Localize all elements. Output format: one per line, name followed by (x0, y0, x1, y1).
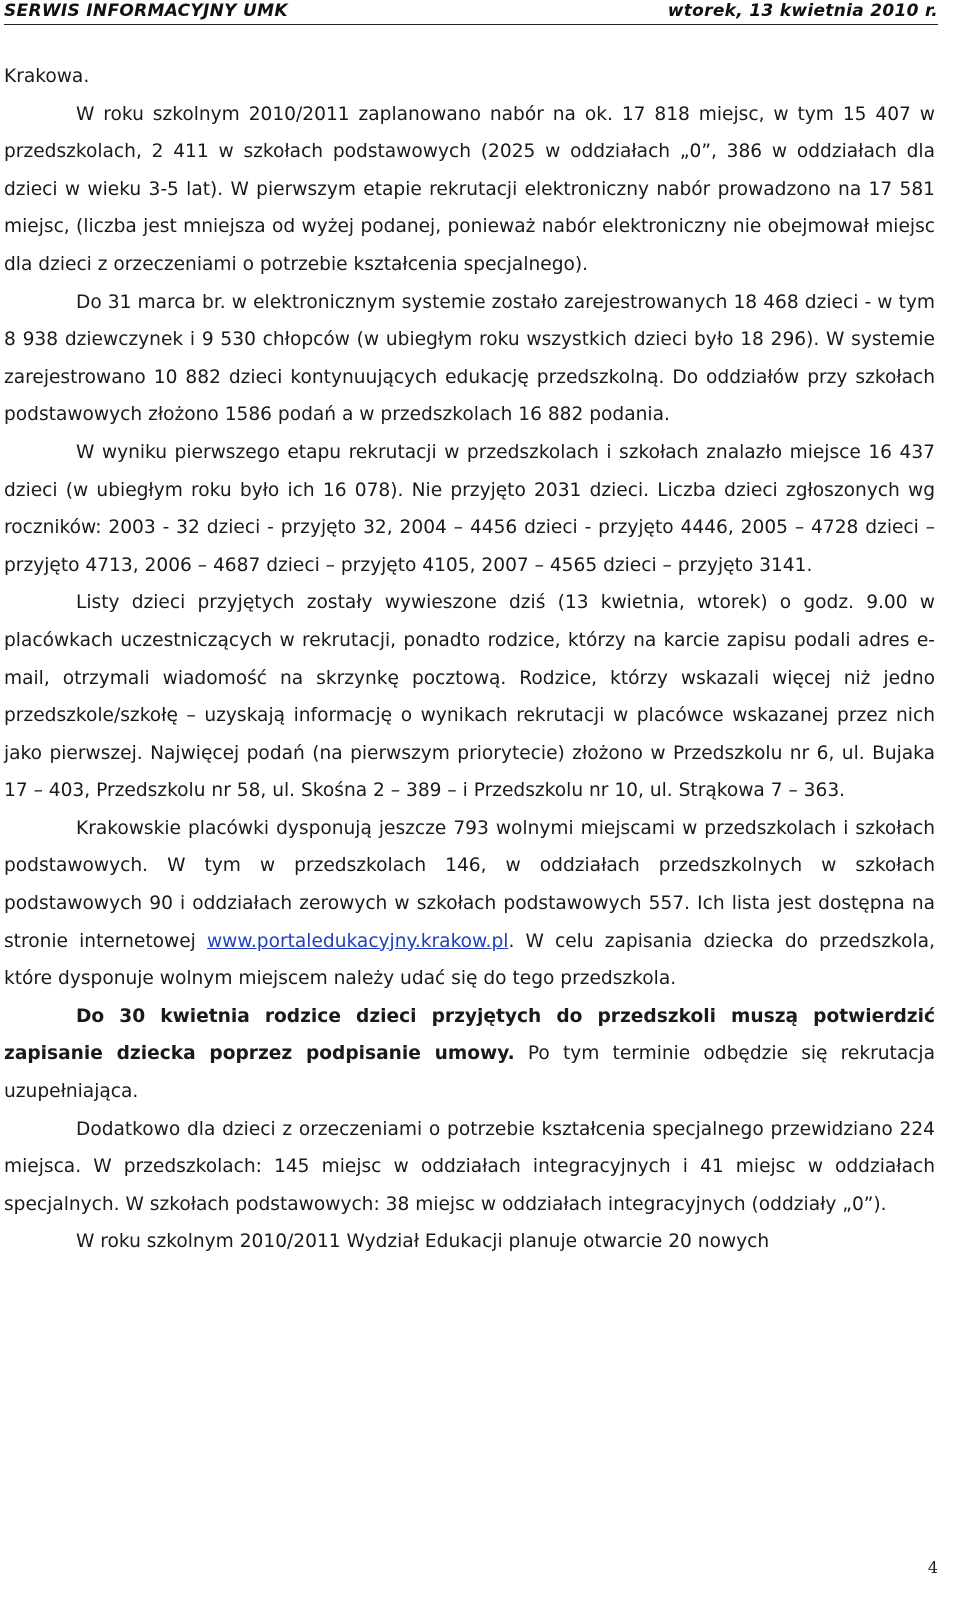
paragraph-5 (4, 810, 935, 998)
paragraph-4: Listy dzieci przyjętych zostały wywieszone dziś (13 kwietnia, wtorek) o godz. 9.00 w placówkach uczestniczących w rekrutacji, ponadto rodzice, którzy na karcie zapisu podali adres e-mail, otrzymali wiadomość na skrzynkę pocztową. Rodzice, którzy wskazali więcej niż jedno przedszkole/szkołę – uzyskają informację o wynikach rekrutacji w placówce wskazanej przez nich jako pierwszej. Najwięcej podań (na pierwszym priorytecie) złożono w Przedszkolu nr 6, ul. Bujaka 17 – 403, Przedszkolu nr 58, ul. Skośna 2 – 389 – i Przedszkolu nr 10, ul. Strąkowa 7 – 363. (4, 592, 935, 802)
paragraph-6 (4, 998, 935, 1111)
paragraph-1: W roku szkolnym 2010/2011 zaplanowano nabór na ok. 17 818 miejsc, w tym 15 407 w przedszkolach, 2 411 w szkołach podstawowych (2025 w oddziałach „0”, 386 w oddziałach dla dzieci w wieku 3-5 lat). W pierwszym etapie rekrutacji elektroniczny nabór prowadzono na 17 581 miejsc, (liczba jest mniejsza od wyżej podanej, ponieważ nabór elektroniczny nie obejmował miejsc dla dzieci z orzeczeniami o potrzebie kształcenia specjalnego). (4, 103, 935, 275)
paragraph-6-text-after: Po tym terminie odbędzie się rekrutacja uzupełniająca. (4, 1043, 935, 1103)
page-header (4, 0, 938, 25)
paragraph-0: Krakowa. (4, 66, 90, 87)
paragraph-2: Do 31 marca br. w elektronicznym systemie zostało zarejestrowanych 18 468 dzieci - w tym 8 938 dziewczynek i 9 530 chłopców (w ubiegłym roku wszystkich dzieci było 18 296). W systemie zarejestrowano 10 882 dzieci kontynuujących edukację przedszkolną. Do oddziałów przy szkołach podstawowych złożono 1586 podań a w przedszkolach 16 882 podania. (4, 291, 935, 426)
portal-link[interactable]: www.portaledukacyjny.krakow.pl (206, 930, 509, 952)
paragraph-6-bold-notice: Do 30 kwietnia rodzice dzieci przyjętych do przedszkoli muszą potwierdzić zapisanie dziecka poprzez podpisanie umowy. (4, 1005, 935, 1065)
article-body (4, 58, 935, 1261)
paragraph-5-text-before: Krakowskie placówki dysponują jeszcze 793 wolnymi miejscami w przedszkolach i szkołach podstawowych. W tym w przedszkolach 146, w oddziałach przedszkolnych w szkołach podstawowych 90 i oddziałach zerowych w szkołach podstawowych 557. Ich lista jest dostępna na stronie internetowej (4, 817, 935, 952)
header-publication-title: SERWIS INFORMACYJNY UMK (4, 1, 288, 21)
paragraph-3: W wyniku pierwszego etapu rekrutacji w przedszkolach i szkołach znalazło miejsce 16 437 dzieci (w ubiegłym roku było ich 16 078). Nie przyjęto 2031 dzieci. Liczba dzieci zgłoszonych wg roczników: 2003 - 32 dzieci - przyjęto 32, 2004 – 4456 dzieci - przyjęto 4446, 2005 – 4728 dzieci – przyjęto 4713, 2006 – 4687 dzieci – przyjęto 4105, 2007 – 4565 dzieci – przyjęto 3141. (4, 441, 935, 576)
paragraph-7: Dodatkowo dla dzieci z orzeczeniami o potrzebie kształcenia specjalnego przewidziano 224 miejsca. W przedszkolach: 145 miejsc w oddziałach integracyjnych i 41 miejsc w oddziałach specjalnych. W szkołach podstawowych: 38 miejsc w oddziałach integracyjnych (oddziały „0”). (4, 1118, 935, 1215)
page-number: 4 (927, 1558, 938, 1577)
paragraph-5-text-after: . W celu zapisania dziecka do przedszkola, które dysponuje wolnym miejscem należy udać się do tego przedszkola. (4, 930, 935, 990)
header-date: wtorek, 13 kwietnia 2010 r. (667, 1, 938, 21)
paragraph-8: W roku szkolnym 2010/2011 Wydział Edukacji planuje otwarcie 20 nowych (76, 1231, 770, 1253)
